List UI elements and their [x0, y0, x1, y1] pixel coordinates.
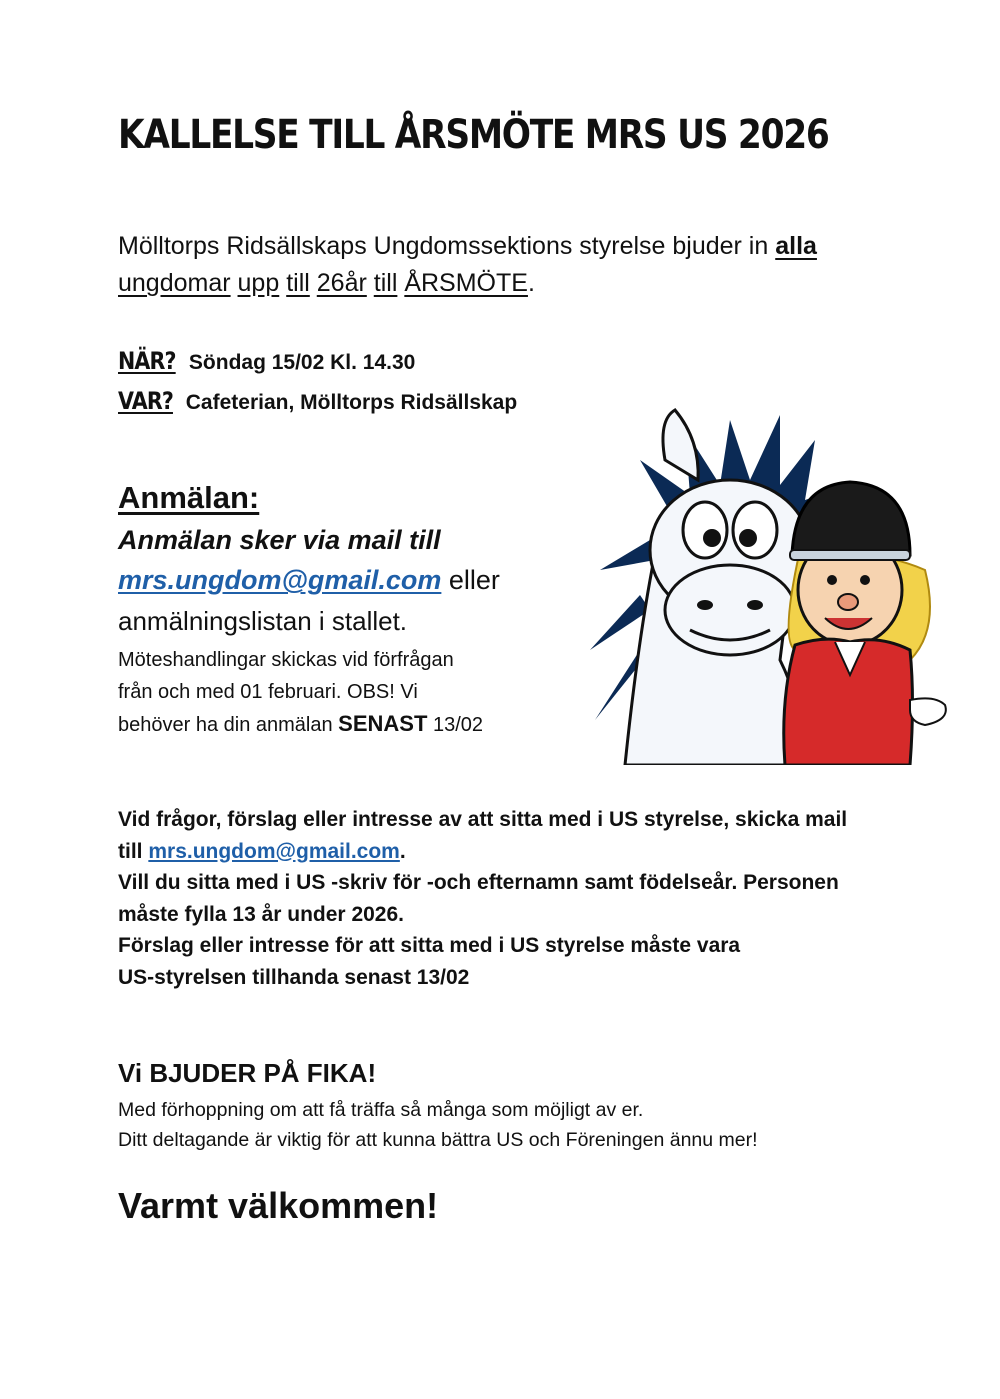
anmalan-line-1: Möteshandlingar skickas vid förfrågan	[118, 649, 454, 671]
anmalan-heading: Anmälan:	[118, 480, 260, 515]
where-row	[118, 382, 517, 422]
fika-line-1: Med förhoppning om att få träffa så många som möjligt av er.	[118, 1099, 644, 1121]
where-value: Cafeterian, Mölltorps Ridsällskap	[185, 391, 518, 414]
intro-word-6: ÅRSMÖTE	[404, 269, 528, 297]
anmalan-email-row	[118, 565, 500, 596]
anmalan-line-2: från och med 01 februari. OBS! Vi	[118, 681, 418, 703]
intro-alla: alla	[775, 232, 817, 260]
intro-word-2: upp	[237, 269, 280, 297]
fika-heading: Vi BJUDER PÅ FIKA!	[118, 1058, 377, 1088]
questions-line-6: US-styrelsen tillhanda senast 13/02	[118, 965, 470, 989]
anmalan-or: eller	[441, 565, 500, 595]
welcome-text: Varmt välkommen!	[118, 1185, 439, 1226]
intro-end: .	[527, 269, 535, 297]
intro-word-1: ungdomar	[118, 269, 231, 297]
intro-word-4: 26år	[316, 269, 367, 297]
fika-line-2: Ditt deltagande är viktig för att kunna bättra US och Föreningen ännu mer!	[118, 1129, 758, 1151]
anmalan-details	[118, 644, 548, 741]
deadline-emphasis: SENAST	[338, 711, 428, 736]
questions-line-3: Vill du sitta med i US -skriv för -och efternamn samt födelseår. Personen	[118, 871, 839, 894]
anmalan-list-text: anmälningslistan i stallet.	[118, 606, 408, 636]
anmalan-line-3: behöver ha din anmälan SENAST 13/02	[118, 711, 484, 736]
page-title: KALLELSE TILL ÅRSMÖTE MRS US 2026	[118, 112, 829, 158]
intro-paragraph	[118, 228, 898, 302]
intro-text: Mölltorps Ridsällskaps Ungdomssektions styrelse bjuder in	[118, 232, 769, 260]
where-label: VAR?	[118, 387, 173, 415]
questions-line-4: måste fylla 13 år under 2026.	[118, 902, 404, 926]
questions-section	[118, 804, 908, 993]
when-value: Söndag 15/02 Kl. 14.30	[188, 351, 416, 374]
intro-word-3: till	[286, 269, 310, 297]
anmalan-email-link[interactable]: mrs.ungdom@gmail.com	[118, 565, 442, 595]
horse-and-rider-illustration	[580, 400, 960, 765]
when-row	[118, 342, 517, 382]
intro-word-5: till	[373, 269, 398, 297]
questions-line-5: Förslag eller intresse för att sitta med i US styrelse måste vara	[118, 934, 741, 957]
anmalan-subheading: Anmälan sker via mail till	[118, 525, 441, 555]
questions-email-link[interactable]: mrs.ungdom@gmail.com	[148, 839, 400, 863]
rider-helmet-icon	[792, 482, 910, 555]
questions-line-1: Vid frågor, förslag eller intresse av att sitta med i US styrelse, skicka mail	[118, 808, 848, 831]
fika-text	[118, 1095, 918, 1155]
rider-hand-icon	[910, 698, 946, 725]
when-label: NÄR?	[118, 347, 176, 375]
event-details	[118, 342, 517, 422]
questions-line-2: till mrs.ungdom@gmail.com.	[118, 839, 406, 863]
